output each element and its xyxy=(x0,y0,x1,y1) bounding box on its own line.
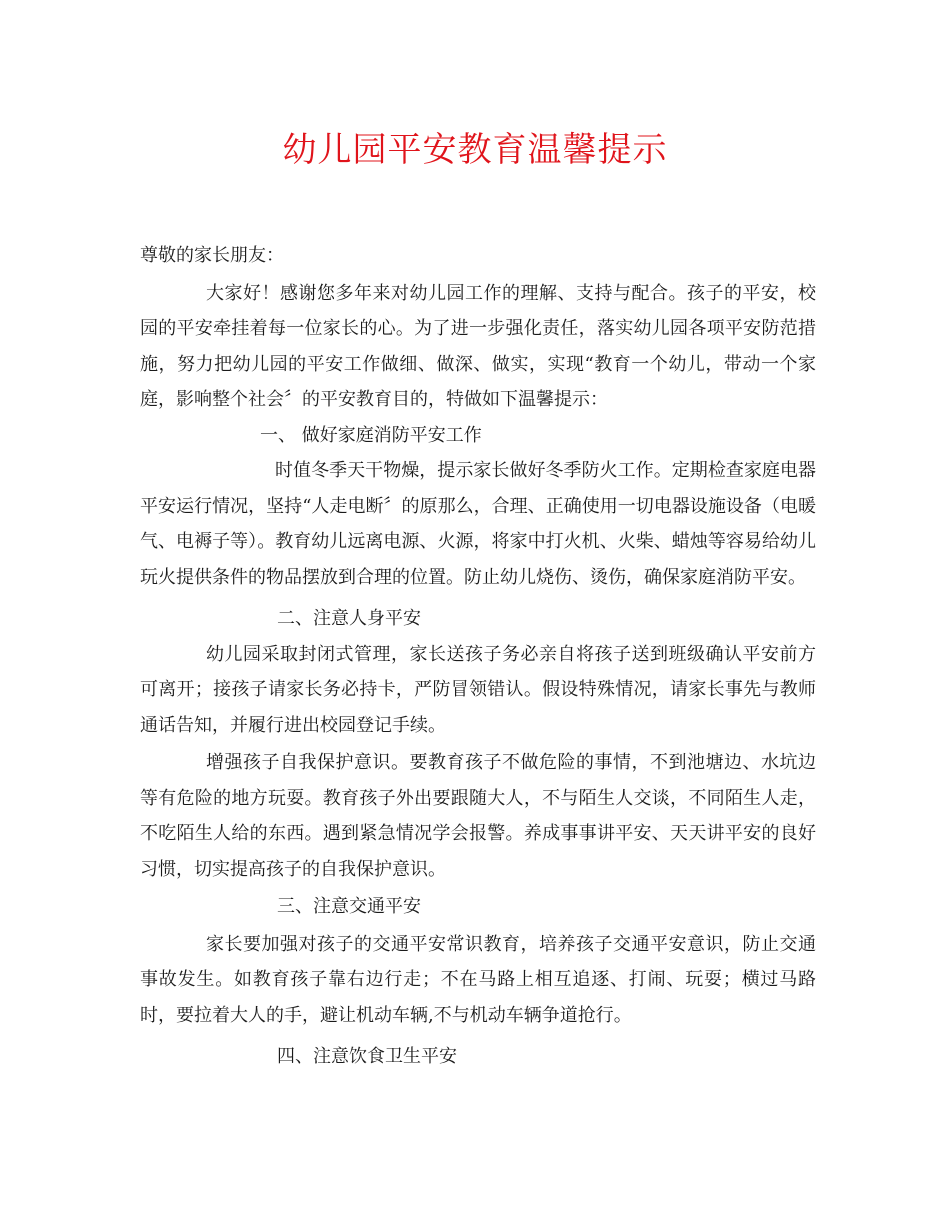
page-title: 幼儿园平安教育温馨提示 xyxy=(282,130,668,170)
section-2-paragraph-2: 增强孩子自我保护意识。要教育孩子不做危险的事情，不到池塘边、水坑边等有危险的地方玩耍。教育孩子外出要跟随大人，不与陌生人交谈，不同陌生人走，不吃陌生人给的东西。遇到紧急情况学会报警。养成事事讲平安、天天讲平安的良好习惯，切实提高孩子的自我保护意识。 xyxy=(140,752,816,880)
salutation: 尊敬的家长朋友： xyxy=(140,245,284,266)
section-1-paragraph-1: 时值冬季天干物燥，提示家长做好冬季防火工作。定期检查家庭电器平安运行情况，坚持“人走电断〞的原那么，合理、正确使用一切电器设施设备（电暖气、电褥子等）。教育幼儿远离电源、火源，将家中打火机、火柴、蜡烛等容易给幼儿玩火提供条件的物品摆放到合理的位置。防止幼儿烧伤、烫伤，确保家庭消防平安。 xyxy=(140,460,816,588)
section-heading-1: 一、 做好家庭消防平安工作 xyxy=(260,424,482,446)
section-heading-4: 四、注意饮食卫生平安 xyxy=(277,1046,457,1067)
section-heading-2: 二、注意人身平安 xyxy=(277,608,421,629)
intro-paragraph: 大家好！感谢您多年来对幼儿园工作的理解、支持与配合。孩子的平安，校园的平安牵挂着每一位家长的心。为了进一步强化责任，落实幼儿园各项平安防范措施，努力把幼儿园的平安工作做细、做深、做实，实现“教育一个幼儿，带动一个家庭，影响整个社会〞的平安教育目的，特做如下温馨提示： xyxy=(140,282,816,410)
section-3-paragraph-1: 家长要加强对孩子的交通平安常识教育，培养孩子交通平安意识，防止交通事故发生。如教育孩子靠右边行走；不在马路上相互追逐、打闹、玩耍；横过马路时，要拉着大人的手，避让机动车辆,不与机动车辆争道抢行。 xyxy=(140,933,816,1026)
section-2-paragraph-1: 幼儿园采取封闭式管理，家长送孩子务必亲自将孩子送到班级确认平安前方可离开；接孩子请家长务必持卡，严防冒领错认。假设特殊情况，请家长事先与教师通话告知，并履行进出校园登记手续。 xyxy=(140,643,816,736)
section-heading-3: 三、注意交通平安 xyxy=(277,896,421,917)
document-body xyxy=(140,238,816,1075)
